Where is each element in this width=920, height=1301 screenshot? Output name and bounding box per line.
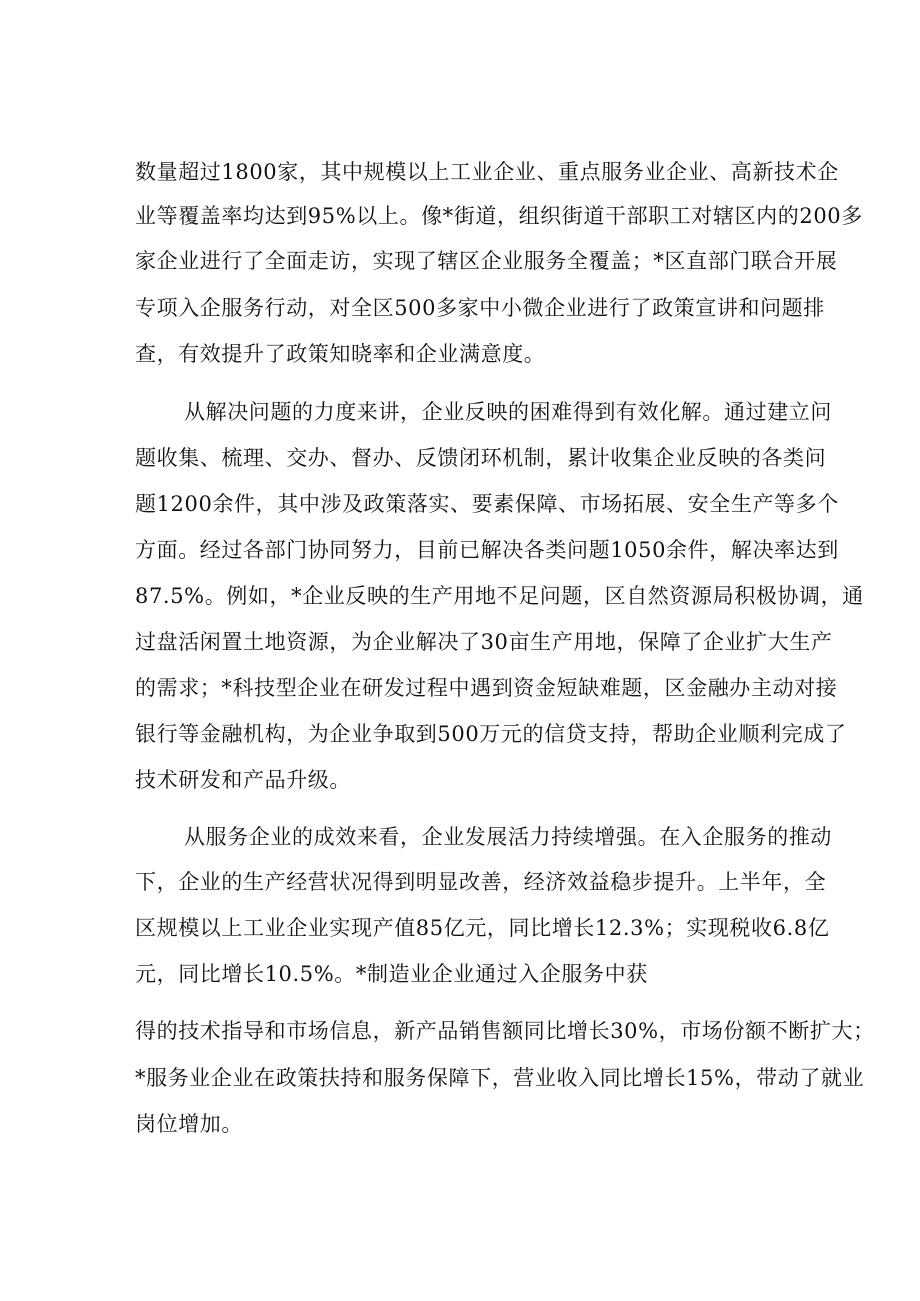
text-line: 过盘活闲置土地资源，为企业解决了30亩生产用地，保障了企业扩大生产 — [135, 630, 833, 654]
text-line: 方面。经过各部门协同努力，目前已解决各类问题1050余件，解决率达到 — [135, 538, 839, 562]
text-line: 题1200余件，其中涉及政策落实、要素保障、市场拓展、安全生产等多个 — [135, 492, 839, 516]
text-line: 下，企业的生产经营状况得到明显改善，经济效益稳步提升。上半年，全 — [135, 870, 827, 894]
text-line: 题收集、梳理、交办、督办、反馈闭环机制，累计收集企业反映的各类问 — [135, 446, 827, 470]
text-line: 技术研发和产品升级。 — [135, 768, 351, 792]
text-line: 从解决问题的力度来讲，企业反映的困难得到有效化解。通过建立问 — [184, 400, 832, 424]
text-line: 得的技术指导和市场信息，新产品销售额同比增长30%，市场份额不断扩大； — [135, 1019, 875, 1043]
text-line: 区规模以上工业企业实现产值85亿元，同比增长12.3%；实现税收6.8亿 — [135, 916, 830, 940]
text-line: 银行等金融机构，为企业争取到500万元的信贷支持，帮助企业顺利完成了 — [135, 722, 847, 746]
text-line: 87.5%。例如，*企业反映的生产用地不足问题，区自然资源局积极协调，通 — [135, 584, 864, 608]
text-line: 的需求；*科技型企业在研发过程中遇到资金短缺难题，区金融办主动对接 — [135, 676, 838, 700]
text-line: 查，有效提升了政策知晓率和企业满意度。 — [135, 342, 546, 366]
text-line: 从服务企业的成效来看，企业发展活力持续增强。在入企服务的推动 — [184, 825, 832, 849]
text-line: 专项入企服务行动，对全区500多家中小微企业进行了政策宣讲和问题排 — [135, 296, 825, 320]
text-line: *服务业企业在政策扶持和服务保障下，营业收入同比增长15%，带动了就业 — [135, 1066, 865, 1090]
text-line: 家企业进行了全面走访，实现了辖区企业服务全覆盖；*区直部门联合开展 — [135, 249, 838, 273]
text-line: 元，同比增长10.5%。*制造业企业通过入企服务中获 — [135, 962, 648, 986]
text-line: 业等覆盖率均达到95%以上。像*街道，组织街道干部职工对辖区内的200多 — [135, 204, 863, 228]
text-line: 岗位增加。 — [135, 1112, 243, 1136]
text-line: 数量超过1800家，其中规模以上工业企业、重点服务业企业、高新技术企 — [135, 160, 839, 184]
